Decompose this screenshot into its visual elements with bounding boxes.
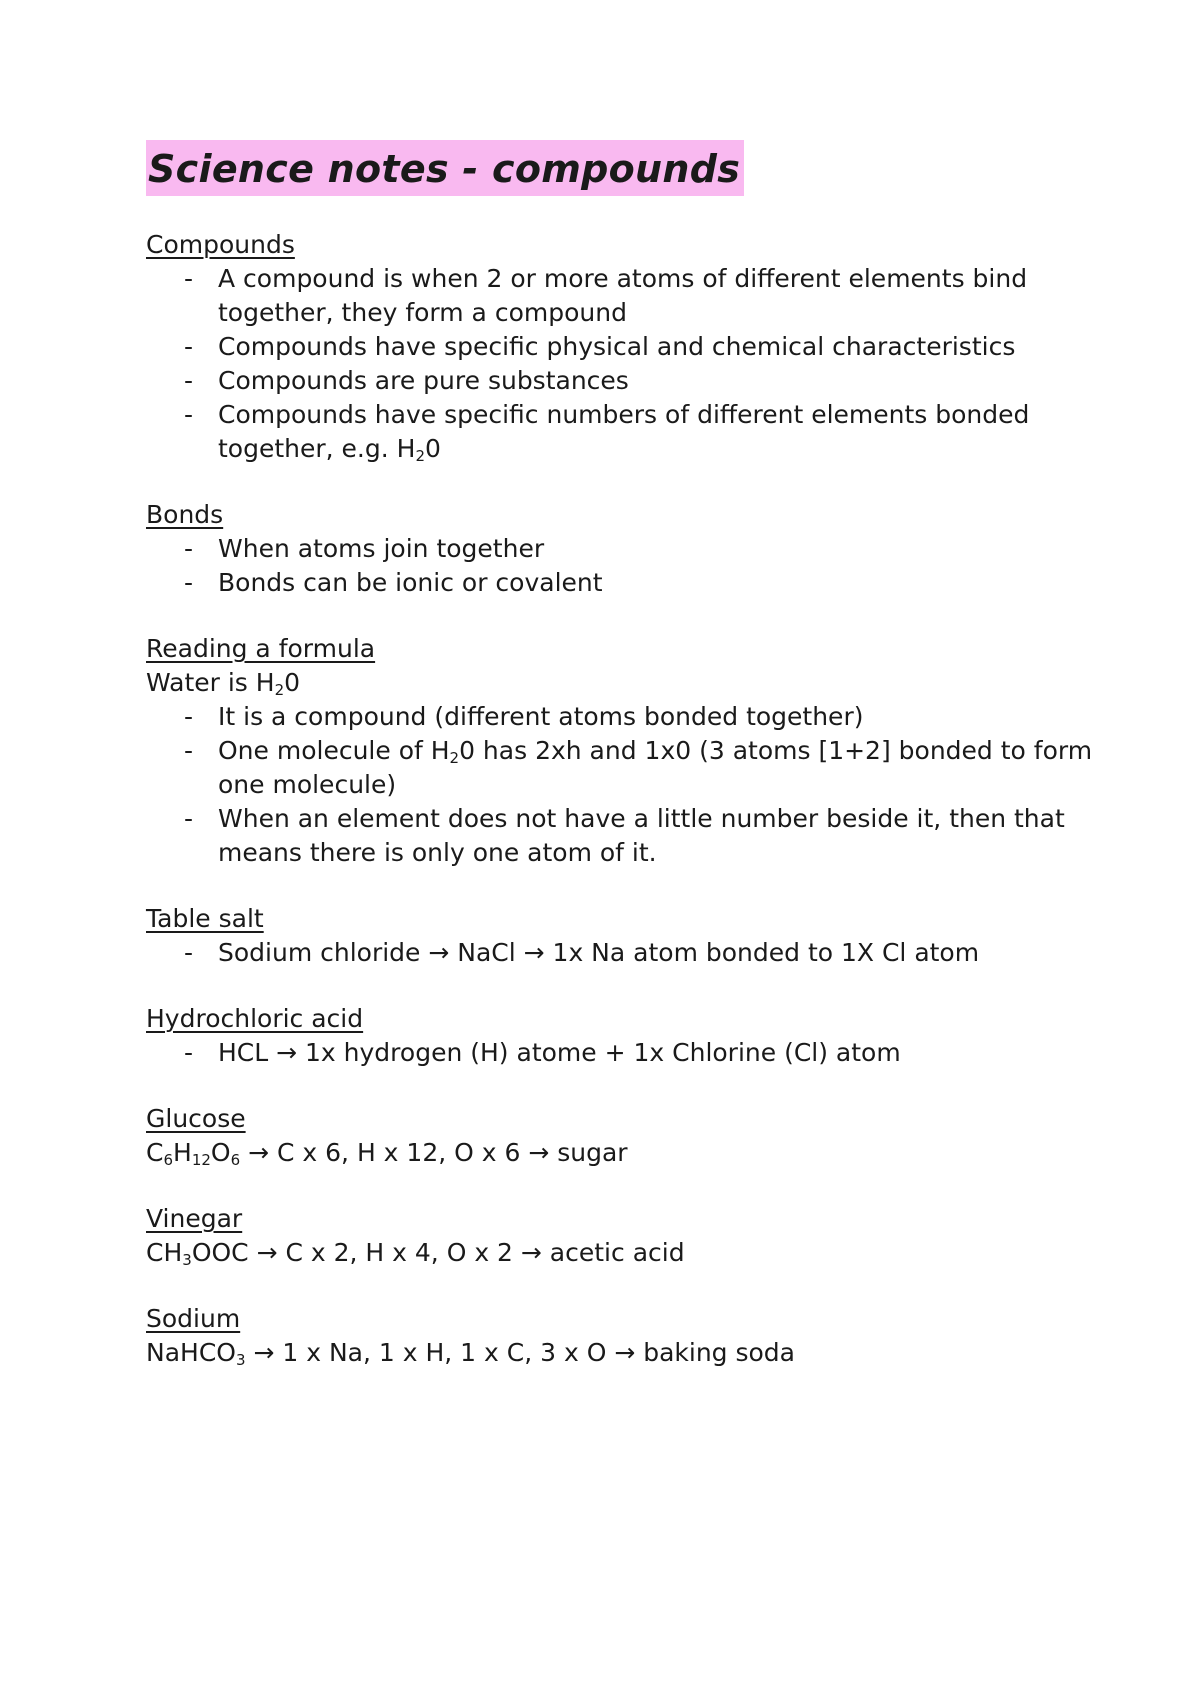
- section-heading: Vinegar: [146, 1204, 243, 1233]
- bullet-list: [146, 532, 1106, 600]
- subscript: 12: [191, 1151, 211, 1169]
- bullet-dash: -: [184, 332, 194, 361]
- bullet-list: [146, 262, 1106, 466]
- section-heading: Glucose: [146, 1104, 246, 1133]
- subscript: 3: [235, 1351, 246, 1369]
- list-item-text: Sodium chloride → NaCl → 1x Na atom bonded to 1X Cl atom: [218, 938, 980, 967]
- list-item: [146, 1036, 1106, 1070]
- document-content: [146, 140, 1106, 1402]
- formula-line: [146, 1336, 1106, 1370]
- list-item: [146, 734, 1106, 802]
- subscript: 6: [230, 1151, 241, 1169]
- bullet-dash: -: [184, 736, 194, 765]
- text: 0: [284, 668, 301, 697]
- list-item: [146, 700, 1106, 734]
- list-item-text: Compounds are pure substances: [218, 366, 629, 395]
- bullet-dash: -: [184, 1038, 194, 1067]
- text: → C x 6, H x 12, O x 6 → sugar: [240, 1138, 628, 1167]
- list-item-text: One molecule of H: [218, 736, 450, 765]
- section-heading: Hydrochloric acid: [146, 1004, 364, 1033]
- bullet-dash: -: [184, 568, 194, 597]
- list-item-text: It is a compound (different atoms bonded together): [218, 702, 864, 731]
- list-item-text: When an element does not have a little number beside it, then that means there is only one atom of it.: [218, 804, 1065, 867]
- section-vinegar: [146, 1202, 1106, 1270]
- text: C: [146, 1138, 164, 1167]
- list-item: [146, 566, 1106, 600]
- formula-line: [146, 1136, 1106, 1170]
- text: CH: [146, 1238, 183, 1267]
- section-sodium: [146, 1302, 1106, 1370]
- section-reading-formula: [146, 632, 1106, 870]
- bullet-dash: -: [184, 366, 194, 395]
- list-item-text: Bonds can be ionic or covalent: [218, 568, 603, 597]
- bullet-dash: -: [184, 702, 194, 731]
- section-heading: Bonds: [146, 500, 224, 529]
- section-bonds: [146, 498, 1106, 600]
- list-item-text: Compounds have specific physical and chemical characteristics: [218, 332, 1016, 361]
- section-heading: Sodium: [146, 1304, 241, 1333]
- text: OOC → C x 2, H x 4, O x 2 → acetic acid: [191, 1238, 685, 1267]
- bullet-list: [146, 936, 1106, 970]
- formula-line: [146, 1236, 1106, 1270]
- list-item-text: A compound is when 2 or more atoms of different elements bind together, they form a compound: [218, 264, 1028, 327]
- list-item: [146, 262, 1106, 330]
- bullet-dash: -: [184, 804, 194, 833]
- subscript: 2: [449, 749, 460, 767]
- subscript: 2: [415, 447, 425, 465]
- subscript: 2: [274, 681, 285, 699]
- list-item: [146, 936, 1106, 970]
- list-item-text: HCL → 1x hydrogen (H) atome + 1x Chlorine (Cl) atom: [218, 1038, 901, 1067]
- text: H: [173, 1138, 192, 1167]
- text: → 1 x Na, 1 x H, 1 x C, 3 x O → baking soda: [245, 1338, 795, 1367]
- text: Water is H: [146, 668, 275, 697]
- section-heading: Reading a formula: [146, 634, 376, 663]
- subscript: 3: [182, 1251, 192, 1269]
- section-glucose: [146, 1102, 1106, 1170]
- list-item: [146, 532, 1106, 566]
- section-heading: Table salt: [146, 904, 264, 933]
- bullet-dash: -: [184, 938, 194, 967]
- list-item: [146, 398, 1106, 466]
- list-item-text: 0 has 2xh and 1x0 (3 atoms [1+2] bonded to form one molecule): [218, 736, 1093, 799]
- list-item-text: When atoms join together: [218, 534, 545, 563]
- bullet-dash: -: [184, 264, 194, 293]
- bullet-dash: -: [184, 400, 194, 429]
- bullet-list: [146, 700, 1106, 870]
- list-item: [146, 364, 1106, 398]
- section-compounds: [146, 228, 1106, 466]
- section-heading: Compounds: [146, 230, 295, 259]
- section-table-salt: [146, 902, 1106, 970]
- text: NaHCO: [146, 1338, 236, 1367]
- bullet-dash: -: [184, 534, 194, 563]
- list-item: [146, 802, 1106, 870]
- subscript: 6: [163, 1151, 174, 1169]
- list-item-text: 0: [424, 434, 441, 463]
- list-item: [146, 330, 1106, 364]
- text: O: [210, 1138, 231, 1167]
- page-title: Science notes - compounds: [146, 140, 744, 196]
- bullet-list: [146, 1036, 1106, 1070]
- section-hydrochloric-acid: [146, 1002, 1106, 1070]
- formula-line: [146, 666, 1106, 700]
- list-item-text: Compounds have specific numbers of different elements bonded together, e.g. H: [218, 400, 1030, 463]
